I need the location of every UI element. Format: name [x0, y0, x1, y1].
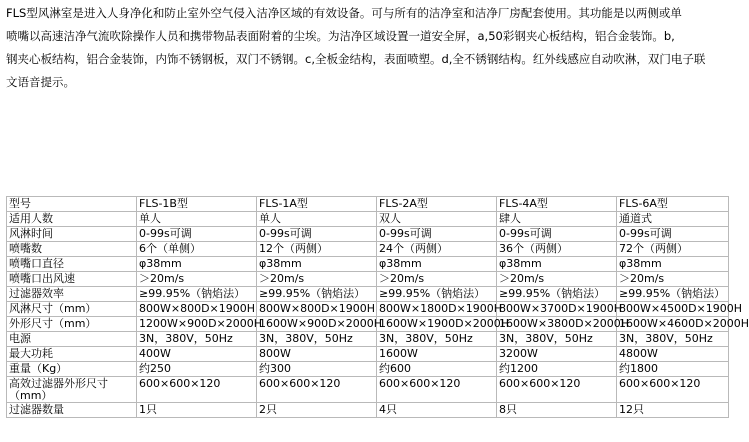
table-cell: 4只	[377, 403, 497, 418]
table-row	[7, 227, 729, 242]
table-cell: φ38mm	[137, 257, 257, 272]
row-label: 喷嘴口直径	[7, 257, 137, 272]
table-cell: 约300	[257, 362, 377, 377]
table-row	[7, 362, 729, 377]
table-cell: 双人	[377, 212, 497, 227]
table-cell: 约600	[377, 362, 497, 377]
table-cell: 3N，380V，50Hz	[377, 332, 497, 347]
table-cell: ＞20m/s	[497, 272, 617, 287]
table-cell: φ38mm	[377, 257, 497, 272]
table-cell: 400W	[137, 347, 257, 362]
table-row	[7, 257, 729, 272]
table-cell: 800W×800D×1900H	[137, 302, 257, 317]
table-cell: 约1200	[497, 362, 617, 377]
table-cell: FLS-2A型	[377, 197, 497, 212]
table-cell: 600×600×120	[257, 377, 377, 403]
row-label: 高效过滤器外形尺寸（mm）	[7, 377, 137, 403]
table-cell: ≥99.95%（钠焰法）	[497, 287, 617, 302]
row-label: 风淋尺寸（mm）	[7, 302, 137, 317]
row-label: 最大功耗	[7, 347, 137, 362]
table-cell: 1600W×900D×2000H	[257, 317, 377, 332]
table-cell: 1600W×1900D×2000H	[377, 317, 497, 332]
table-cell: 0-99s可调	[617, 227, 729, 242]
table-cell: ＞20m/s	[377, 272, 497, 287]
row-label: 过滤器数量	[7, 403, 137, 418]
table-cell: 12只	[617, 403, 729, 418]
table-cell: 2只	[257, 403, 377, 418]
intro-line: 钢夹心板结构，铝合金装饰，内饰不锈钢板，双门不锈钢。c,全板金结构，表面喷塑。d,全不锈钢结构。红外线感应自动吹淋，双门电子联	[6, 52, 706, 66]
table-row	[7, 302, 729, 317]
table-cell: FLS-1A型	[257, 197, 377, 212]
table-cell: FLS-4A型	[497, 197, 617, 212]
table-cell: 1600W×4600D×2000H	[617, 317, 729, 332]
table-cell: 600×600×120	[377, 377, 497, 403]
table-row	[7, 272, 729, 287]
table-cell: 3N，380V，50Hz	[497, 332, 617, 347]
table-cell: FLS-1B型	[137, 197, 257, 212]
table-cell: 800W×800D×1900H	[257, 302, 377, 317]
spec-table	[6, 196, 749, 418]
table-cell: 24个（两侧）	[377, 242, 497, 257]
table-cell: ≥99.95%（钠焰法）	[617, 287, 729, 302]
spec-table-body	[7, 197, 749, 418]
table-cell: 3N，380V，50Hz	[257, 332, 377, 347]
intro-paragraph	[6, 2, 714, 94]
row-label: 过滤器效率	[7, 287, 137, 302]
table-row	[7, 403, 729, 418]
row-label: 型号	[7, 197, 137, 212]
table-row	[7, 212, 729, 227]
table-cell: 0-99s可调	[257, 227, 377, 242]
table-cell: 单人	[257, 212, 377, 227]
table-cell: 800W×1800D×1900H	[377, 302, 497, 317]
table-cell: 800W×4500D×1900H	[617, 302, 729, 317]
table-cell: 约250	[137, 362, 257, 377]
table-cell: FLS-6A型	[617, 197, 729, 212]
row-label: 电源	[7, 332, 137, 347]
table-row	[7, 317, 729, 332]
table-cell: φ38mm	[617, 257, 729, 272]
table-cell: 72个（两侧）	[617, 242, 729, 257]
table-cell: 8只	[497, 403, 617, 418]
row-label: 重量（Kg）	[7, 362, 137, 377]
table-cell: 0-99s可调	[377, 227, 497, 242]
row-label: 外形尺寸（mm）	[7, 317, 137, 332]
table-cell: 600×600×120	[617, 377, 729, 403]
table-cell: 单人	[137, 212, 257, 227]
table-cell: 通道式	[617, 212, 729, 227]
table-row	[7, 332, 729, 347]
table-cell: ＞20m/s	[257, 272, 377, 287]
table-row	[7, 287, 729, 302]
intro-line: FLS型风淋室是进入人身净化和防止室外空气侵入洁净区域的有效设备。可与所有的洁净室和洁净厂房配套使用。其功能是以两侧或单	[6, 6, 682, 20]
row-label: 适用人数	[7, 212, 137, 227]
table-cell: 3N，380V，50Hz	[617, 332, 729, 347]
table-cell: 1200W×900D×2000H	[137, 317, 257, 332]
table-cell: 12个（两侧）	[257, 242, 377, 257]
table-cell: 800W	[257, 347, 377, 362]
row-label: 风淋时间	[7, 227, 137, 242]
table-cell: 0-99s可调	[497, 227, 617, 242]
table-cell: φ38mm	[257, 257, 377, 272]
row-label: 喷嘴数	[7, 242, 137, 257]
table-cell: ＞20m/s	[617, 272, 729, 287]
table-cell: 肆人	[497, 212, 617, 227]
table-cell: 600×600×120	[137, 377, 257, 403]
table-cell: 0-99s可调	[137, 227, 257, 242]
table-cell: 6个（单侧）	[137, 242, 257, 257]
table-cell: 约1800	[617, 362, 729, 377]
table-row	[7, 242, 729, 257]
intro-line: 文语音提示。	[6, 75, 75, 89]
table-cell: 3N，380V，50Hz	[137, 332, 257, 347]
table-row	[7, 347, 729, 362]
table-row	[7, 377, 729, 403]
table-row	[7, 197, 729, 212]
intro-line: 喷嘴以高速洁净气流吹除操作人员和携带物品表面附着的尘埃。为洁净区域设置一道安全屏，a,50彩钢夹心板结构，铝合金装饰。b,	[6, 29, 675, 43]
table-cell: ≥99.95%（钠焰法）	[137, 287, 257, 302]
table-cell: 1600W	[377, 347, 497, 362]
table-cell: 600×600×120	[497, 377, 617, 403]
table-cell: ≥99.95%（钠焰法）	[377, 287, 497, 302]
table-cell: 1600W×3800D×2000H	[497, 317, 617, 332]
row-label: 喷嘴口出风速	[7, 272, 137, 287]
table-cell: 36个（两侧）	[497, 242, 617, 257]
table-cell: 1只	[137, 403, 257, 418]
table-cell: φ38mm	[497, 257, 617, 272]
table-cell: 3200W	[497, 347, 617, 362]
table-cell: 800W×3700D×1900H	[497, 302, 617, 317]
table-cell: ＞20m/s	[137, 272, 257, 287]
table-cell: ≥99.95%（钠焰法）	[257, 287, 377, 302]
table-cell: 4800W	[617, 347, 729, 362]
